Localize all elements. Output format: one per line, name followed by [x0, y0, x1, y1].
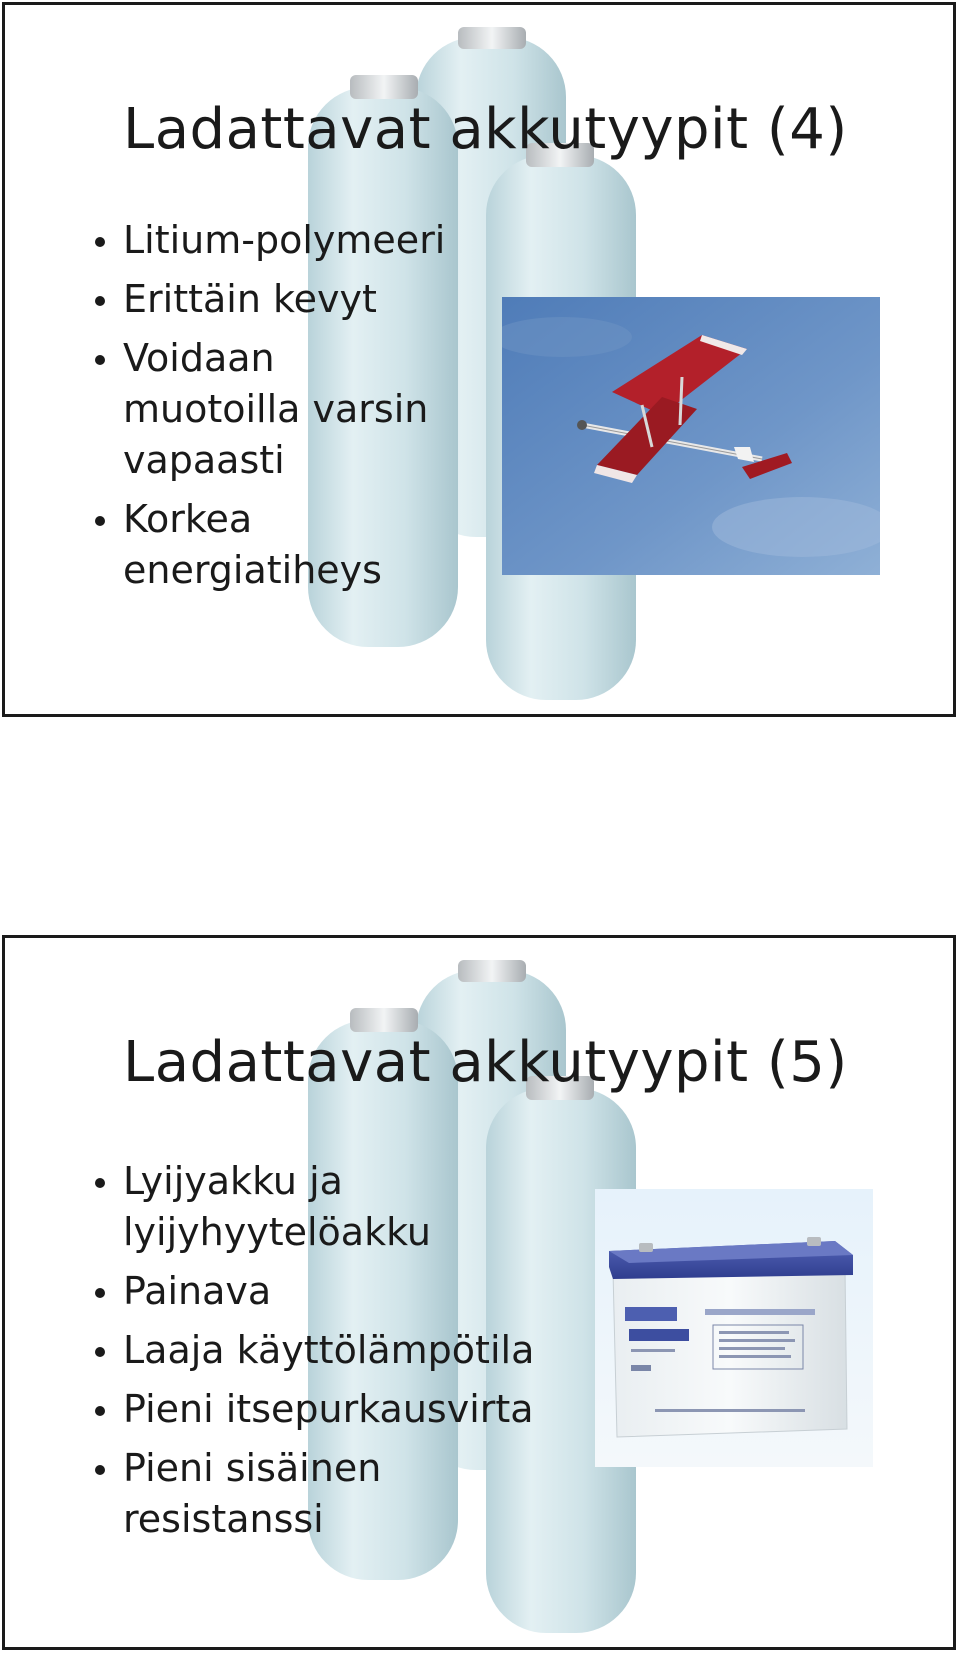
bullet-item: Voidaan muotoilla varsin vapaasti: [95, 333, 445, 486]
bullet-item: Erittäin kevyt: [95, 274, 445, 325]
bullet-item: Litium-polymeeri: [95, 215, 445, 266]
lead-acid-battery-photo: [595, 1189, 873, 1467]
slide-title: Ladattavat akkutyypit (4): [123, 97, 848, 162]
bullet-item: Pieni sisäinen resistanssi: [95, 1443, 534, 1545]
bullet-item: Painava: [95, 1266, 534, 1317]
bullet-item: Laaja käyttölämpötila: [95, 1325, 534, 1376]
rc-airplane-photo: [502, 297, 880, 575]
slide-2: [2, 935, 956, 1650]
slide-title: Ladattavat akkutyypit (5): [123, 1030, 848, 1095]
bullet-item: Lyijyakku ja lyijyhyytelöakku: [95, 1156, 534, 1258]
bullet-item: Korkea energiatiheys: [95, 494, 445, 596]
bullet-list: [95, 215, 445, 604]
bullet-list: [95, 1156, 534, 1553]
bullet-item: Pieni itsepurkausvirta: [95, 1384, 534, 1435]
slide-1: [2, 2, 956, 717]
